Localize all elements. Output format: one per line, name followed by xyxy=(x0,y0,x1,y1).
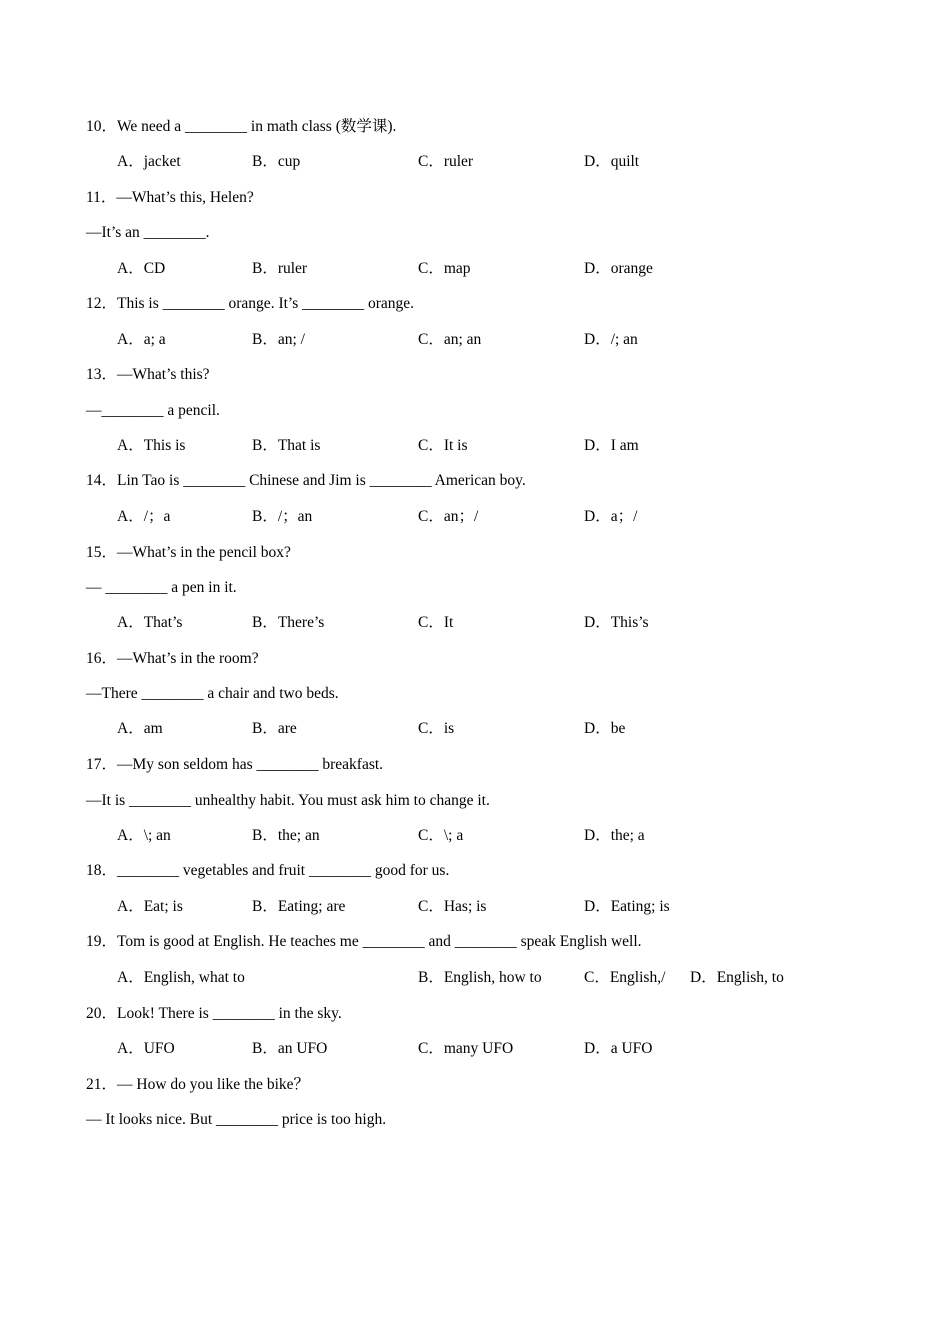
question-16-answer-line: —There ________ a chair and two beds. xyxy=(86,685,339,702)
question-21-stem: 21．— How do you like the bike？ xyxy=(86,1076,310,1093)
question-14-option-d: D．a；/ xyxy=(584,508,638,525)
question-13-answer-line: —________ a pencil. xyxy=(86,402,220,419)
question-15-stem: 15．—What’s in the pencil box? xyxy=(86,544,291,561)
question-10-stem: 10．We need a ________ in math class (数学课). xyxy=(86,118,397,135)
question-20-option-a: A．UFO xyxy=(117,1040,175,1057)
question-20-stem: 20．Look! There is ________ in the sky. xyxy=(86,1005,342,1022)
question-16-option-c: C．is xyxy=(418,720,455,737)
question-12-option-a: A．a; a xyxy=(117,331,166,348)
question-19-option-b: B．English, how to xyxy=(418,969,542,986)
question-19-stem: 19．Tom is good at English. He teaches me ________ and ________ speak English well. xyxy=(86,933,642,950)
question-17-option-a: A．\; an xyxy=(117,827,171,844)
question-14-stem: 14．Lin Tao is ________ Chinese and Jim is ________ American boy. xyxy=(86,472,526,489)
question-11-option-b: B．ruler xyxy=(252,260,308,277)
question-12-option-c: C．an; an xyxy=(418,331,482,348)
question-10-option-d: D．quilt xyxy=(584,153,640,170)
question-20-option-c: C．many UFO xyxy=(418,1040,514,1057)
question-14-option-b: B．/；an xyxy=(252,508,313,525)
question-17-option-b: B．the; an xyxy=(252,827,320,844)
question-16-option-a: A．am xyxy=(117,720,163,737)
question-12-stem: 12．This is ________ orange. It’s ________ orange. xyxy=(86,295,415,312)
question-18-option-a: A．Eat; is xyxy=(117,898,183,915)
question-13-option-b: B．That is xyxy=(252,437,321,454)
question-10-option-c: C．ruler xyxy=(418,153,474,170)
question-12-option-b: B．an; / xyxy=(252,331,305,348)
question-11-answer-line: —It’s an ________. xyxy=(86,224,210,241)
question-11-stem: 11．—What’s this, Helen? xyxy=(86,189,254,206)
question-14-option-c: C．an；/ xyxy=(418,508,479,525)
question-11-option-d: D．orange xyxy=(584,260,653,277)
question-16-option-d: D．be xyxy=(584,720,626,737)
question-12-option-d: D．/; an xyxy=(584,331,638,348)
question-19-option-a: A．English, what to xyxy=(117,969,245,986)
question-14-option-a: A．/；a xyxy=(117,508,171,525)
question-18-option-c: C．Has; is xyxy=(418,898,487,915)
question-13-stem: 13．—What’s this? xyxy=(86,366,210,383)
question-21-answer-line: — It looks nice. But ________ price is too high. xyxy=(86,1111,387,1128)
question-19-option-c: C．English,/ xyxy=(584,969,666,986)
question-15-option-b: B．There’s xyxy=(252,614,325,631)
question-15-answer-line: — ________ a pen in it. xyxy=(86,579,237,596)
question-10-option-a: A．jacket xyxy=(117,153,181,170)
question-11-option-c: C．map xyxy=(418,260,471,277)
question-11-option-a: A．CD xyxy=(117,260,166,277)
question-13-option-c: C．It is xyxy=(418,437,468,454)
question-15-option-c: C．It xyxy=(418,614,454,631)
question-17-answer-line: —It is ________ unhealthy habit. You must ask him to change it. xyxy=(86,792,490,809)
question-17-option-c: C．\; a xyxy=(418,827,464,844)
question-15-option-a: A．That’s xyxy=(117,614,183,631)
question-19-option-d: D．English, to xyxy=(690,969,784,986)
question-16-stem: 16．—What’s in the room? xyxy=(86,650,259,667)
question-17-option-d: D．the; a xyxy=(584,827,645,844)
question-20-option-d: D．a UFO xyxy=(584,1040,653,1057)
question-17-stem: 17．—My son seldom has ________ breakfast. xyxy=(86,756,384,773)
question-13-option-a: A．This is xyxy=(117,437,186,454)
question-13-option-d: D．I am xyxy=(584,437,639,454)
question-10-option-b: B．cup xyxy=(252,153,301,170)
question-20-option-b: B．an UFO xyxy=(252,1040,328,1057)
question-15-option-d: D．This’s xyxy=(584,614,649,631)
question-18-option-d: D．Eating; is xyxy=(584,898,670,915)
question-16-option-b: B．are xyxy=(252,720,297,737)
question-18-option-b: B．Eating; are xyxy=(252,898,346,915)
question-18-stem: 18．________ vegetables and fruit ________ good for us. xyxy=(86,862,450,879)
